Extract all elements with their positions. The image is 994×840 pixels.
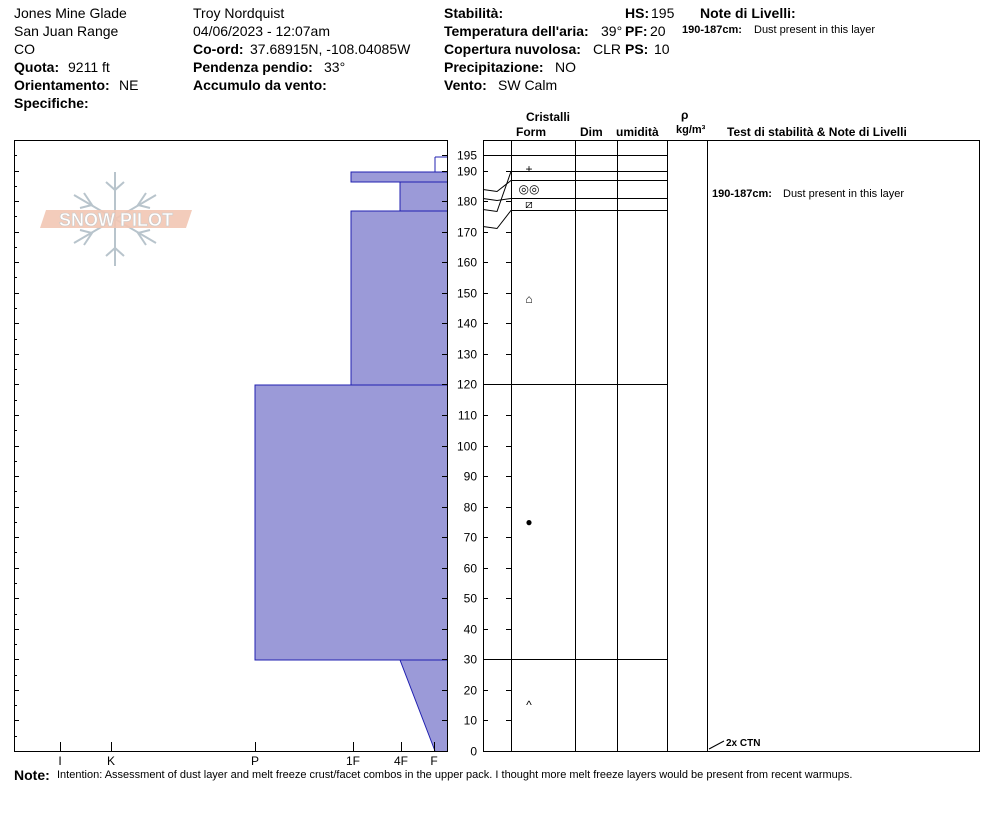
header-layer-note-range: 190-187cm: <box>682 24 742 36</box>
height-label-110: 110 <box>457 408 477 423</box>
height-label-140: 140 <box>456 316 477 331</box>
density-unit-header: kg/m³ <box>676 124 706 136</box>
test-marker-line <box>709 741 724 749</box>
wind-label: Vento: <box>444 77 487 93</box>
wind-value: SW Calm <box>498 77 558 93</box>
form-header: Form <box>516 125 546 139</box>
slope-value: 33° <box>324 59 346 75</box>
height-label-0: 0 <box>470 744 477 759</box>
header-layer-note-text: Dust present in this layer <box>754 24 876 36</box>
aspect-value: NE <box>119 77 139 93</box>
grain-form-symbols <box>519 162 540 712</box>
air-temp-label: Temperatura dell'aria: <box>444 23 589 39</box>
hs-value: 195 <box>651 5 675 21</box>
grain-form-0: + <box>525 162 533 177</box>
hardness-label-F: F <box>430 754 438 768</box>
hardness-label-K: K <box>106 754 116 768</box>
rho-header: ρ <box>681 108 689 122</box>
precip-label: Precipitazione: <box>444 59 544 75</box>
cloud-label: Copertura nuvolosa: <box>444 41 581 57</box>
grain-form-5: ^ <box>526 698 532 713</box>
height-label-195: 195 <box>456 148 477 163</box>
height-label-180: 180 <box>456 194 477 209</box>
height-label-130: 130 <box>456 347 477 362</box>
hardness-label-I: I <box>58 754 62 768</box>
observer-name: Troy Nordquist <box>193 5 285 21</box>
footer-note-label: Note: <box>14 767 50 783</box>
height-label-70: 70 <box>463 530 477 545</box>
stability-label: Stabilità: <box>444 5 504 21</box>
height-label-170: 170 <box>456 225 477 240</box>
grain-form-3: ⌂ <box>525 291 533 306</box>
pf-label: PF: <box>625 23 648 39</box>
height-label-60: 60 <box>463 561 477 576</box>
stability-tests <box>709 738 760 749</box>
pf-value: 20 <box>650 23 666 39</box>
chart-layer-note-range: 190-187cm: <box>712 188 772 200</box>
wind-loading-label: Accumulo da vento: <box>193 77 327 93</box>
elevation-label: Quota: <box>14 59 60 75</box>
ps-value: 10 <box>654 41 670 57</box>
footer-note-text: Intention: Assessment of dust layer and melt freeze crust/facet combos in the upper pack. I thought more melt freeze layers would be present from recent warmups. <box>57 769 853 781</box>
hs-label: HS: <box>625 5 650 21</box>
height-label-160: 160 <box>456 255 477 270</box>
layer-notes-title: Note di Livelli: <box>700 5 796 21</box>
specifics-label: Specifiche: <box>14 95 89 111</box>
tests-notes-header: Test di stabilità & Note di Livelli <box>727 125 907 139</box>
air-temp-value: 39° <box>601 23 623 39</box>
cloud-value: CLR <box>593 41 622 57</box>
slope-label: Pendenza pendio: <box>193 59 313 75</box>
height-label-10: 10 <box>463 713 477 728</box>
height-label-80: 80 <box>463 500 477 515</box>
hardness-label-1F: 1F <box>345 754 361 768</box>
height-axis-labels <box>442 149 511 759</box>
snowpilot-logo <box>40 172 192 266</box>
aspect-label: Orientamento: <box>14 77 110 93</box>
coord-label: Co-ord: <box>193 41 244 57</box>
mountain-range: San Juan Range <box>14 23 119 39</box>
observation-datetime: 04/06/2023 - 12:07am <box>193 23 330 39</box>
hardness-axis-ticks <box>58 742 437 768</box>
height-label-40: 40 <box>463 622 477 637</box>
hardness-label-4F: 4F <box>393 754 409 768</box>
height-label-20: 20 <box>463 683 477 698</box>
height-label-150: 150 <box>456 286 477 301</box>
location-name: Jones Mine Glade <box>14 5 127 21</box>
crystals-header: Cristalli <box>526 110 571 124</box>
hardness-profile <box>255 157 447 751</box>
logo-text: SNOW PILOT <box>59 210 173 230</box>
hardness-label-P: P <box>250 754 260 768</box>
grain-form-4: ● <box>525 514 533 529</box>
state: CO <box>14 41 35 57</box>
size-header: Dim <box>580 125 603 139</box>
test-result-label: 2x CTN <box>726 738 761 749</box>
grain-form-2: ⧄ <box>525 197 533 212</box>
chart-layer-note-text: Dust present in this layer <box>783 188 905 200</box>
grain-form-1: ◎◎ <box>518 181 540 196</box>
height-label-190: 190 <box>456 164 477 179</box>
height-label-50: 50 <box>463 591 477 606</box>
height-label-90: 90 <box>463 469 477 484</box>
precip-value: NO <box>555 59 576 75</box>
moisture-header: umidità <box>616 125 659 139</box>
coord-value: 37.68915N, -108.04085W <box>250 41 411 57</box>
height-label-30: 30 <box>463 652 477 667</box>
height-label-100: 100 <box>456 439 477 454</box>
elevation-value: 9211 ft <box>68 59 110 75</box>
ps-label: PS: <box>625 41 649 57</box>
height-label-120: 120 <box>456 377 477 392</box>
